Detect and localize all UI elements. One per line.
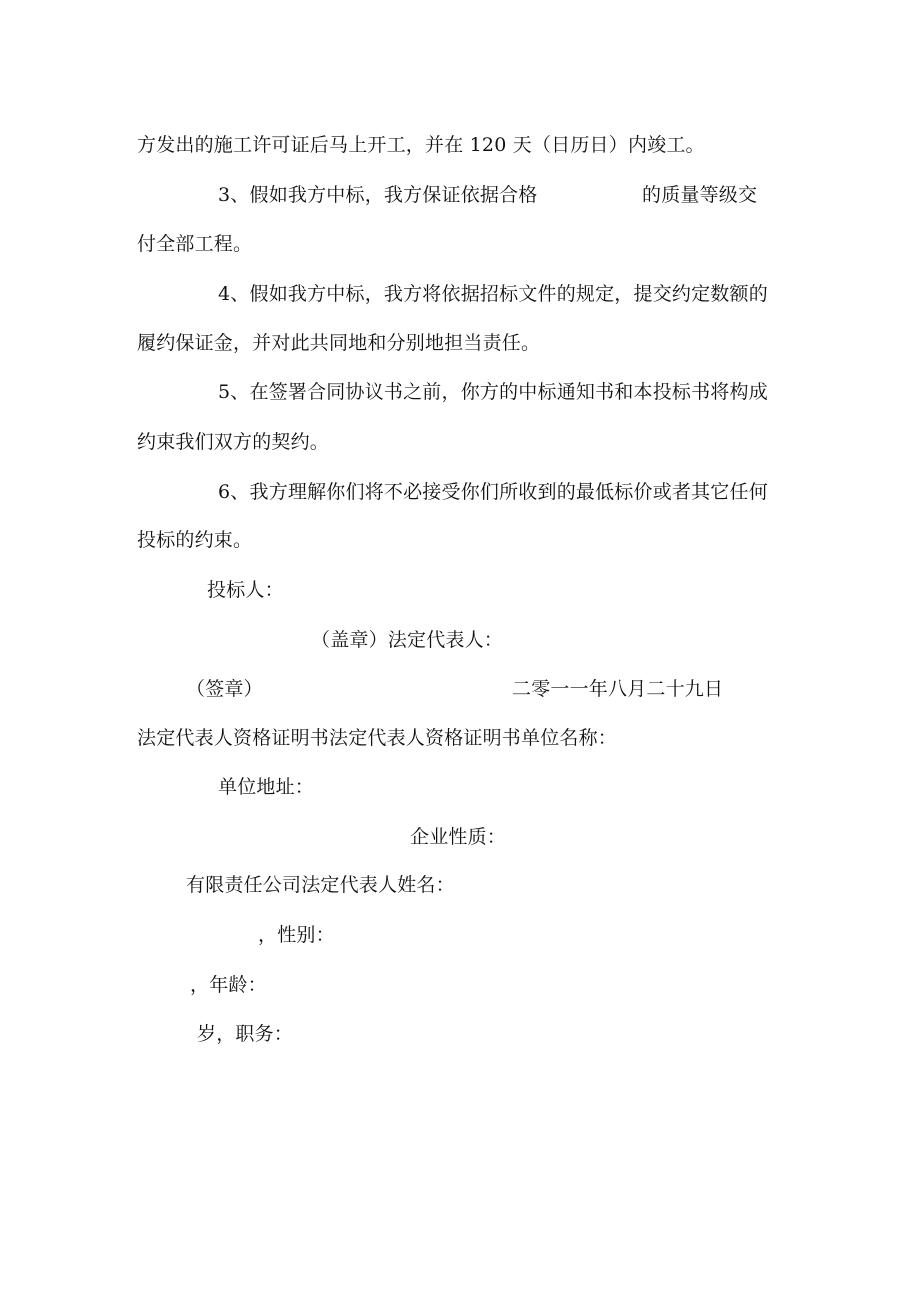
title-label: 岁，职务： [197, 1023, 294, 1045]
bidder-label: 投标人： [207, 579, 284, 601]
paragraph-5-line2: 约束我们双方的契约。 [137, 431, 330, 453]
unit-address-label: 单位地址： [218, 776, 315, 798]
paragraph-6-line1: 6、我方理解你们将不必接受你们所收到的最低标价或者其它任何 [218, 481, 768, 503]
enterprise-nature-label: 企业性质： [410, 826, 507, 848]
paragraph-3-line1-tail: 的质量等级交 [642, 184, 758, 206]
signature-label: （签章） [186, 678, 263, 700]
paragraph-3-line2: 付全部工程。 [137, 233, 253, 255]
paragraph-6-line2: 投标的约束。 [137, 529, 253, 551]
age-label: ，年龄： [190, 974, 267, 996]
company-representative-label: 有限责任公司法定代表人姓名： [186, 874, 455, 896]
paragraph-4-line1: 4、假如我方中标，我方将依据招标文件的规定，提交约定数额的 [218, 283, 768, 305]
date-text: 二零一一年八月二十九日 [512, 678, 724, 700]
gender-label: ，性别： [258, 924, 335, 946]
paragraph-2-tail: 方发出的施工许可证后马上开工，并在 120 天（日历日）内竣工。 [137, 134, 705, 156]
certificate-heading: 法定代表人资格证明书法定代表人资格证明书单位名称： [137, 727, 618, 749]
paragraph-4-line2: 履约保证金，并对此共同地和分别地担当责任。 [137, 332, 541, 354]
paragraph-3-line1: 3、假如我方中标，我方保证依据合格 [218, 184, 538, 206]
seal-representative-label: （盖章）法定代表人： [311, 629, 504, 651]
paragraph-5-line1: 5、在签署合同协议书之前，你方的中标通知书和本投标书将构成 [218, 381, 768, 403]
